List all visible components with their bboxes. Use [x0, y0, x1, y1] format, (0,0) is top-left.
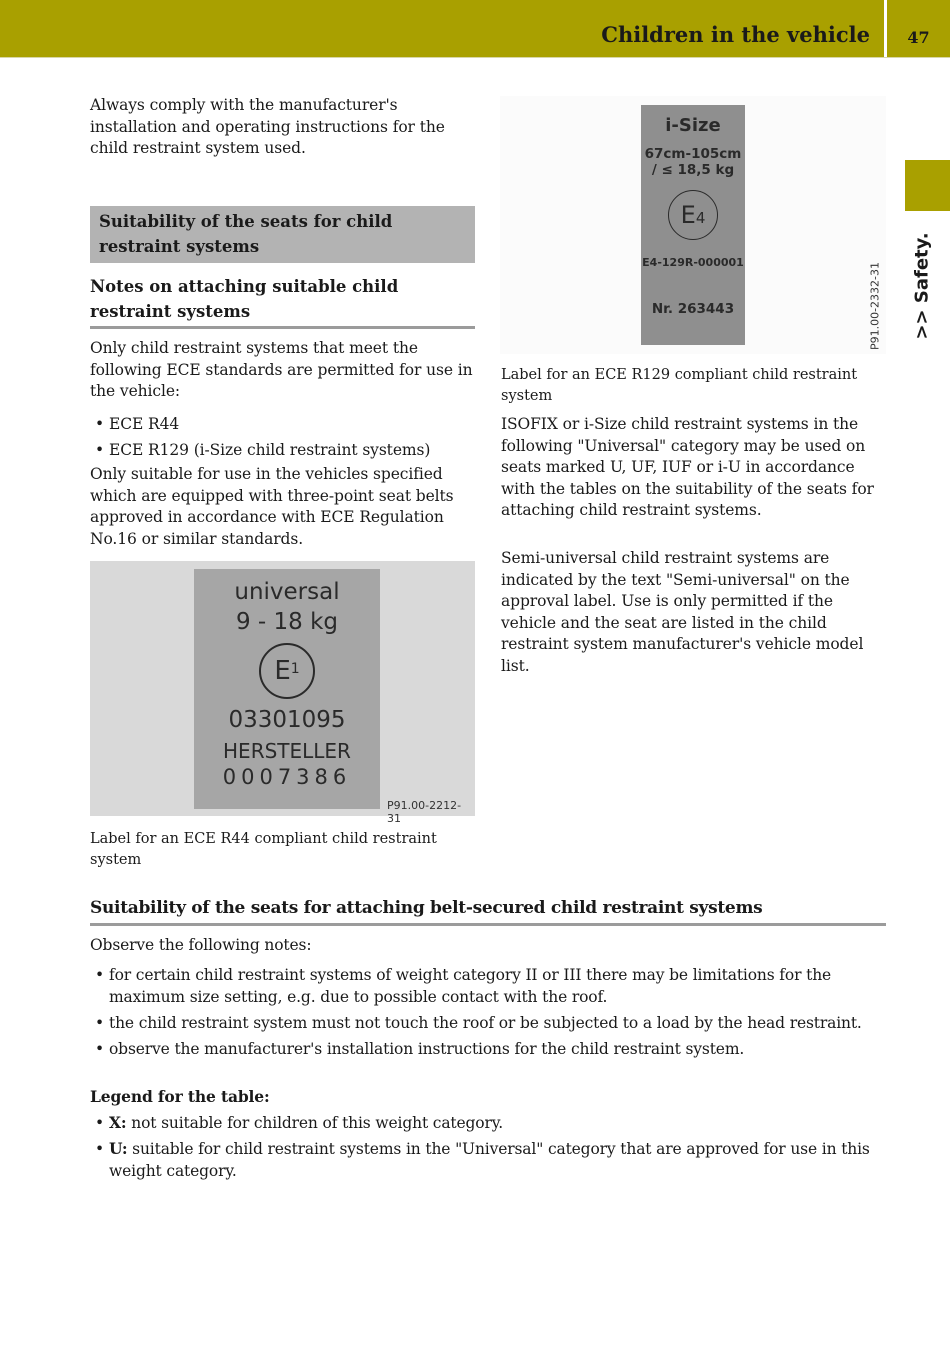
list-item: • ECE R44 [90, 411, 480, 437]
isofix-paragraph: ISOFIX or i-Size child restraint systems in the following "Universal" category may be used on seats marked U, UF, IUF or i-U in accordance with the tables on the suitability of the seats for attaching child restraint systems. [501, 415, 874, 519]
section-tab-label: >> Safety. [911, 232, 933, 340]
subheading: Notes on attaching suitable child restraint systems [90, 277, 399, 321]
section-heading: Suitability of the seats for child restraint systems [90, 206, 475, 263]
legend-item: • U: suitable for child restraint systems in the "Universal" category that are approved for use in this weight category. [90, 1138, 890, 1182]
figure-r129-label [500, 96, 886, 354]
list-item: • ECE R129 (i-Size child restraint systems) [90, 437, 480, 463]
intro-paragraph: Always comply with the manufacturer's installation and operating instructions for the child restraint system used. [90, 96, 445, 157]
approval-label-r129: i-Size 67cm-105cm / ≤ 18,5 kg E 4 E4-129R-000001 Nr. 263443 [641, 105, 745, 345]
list-item: • observe the manufacturer's installation instructions for the child restraint system. [90, 1038, 890, 1060]
e-mark-icon: E 1 [259, 643, 315, 699]
semi-universal-paragraph: Semi-universal child restraint systems are indicated by the text "Semi-universal" on the approval label. Use is only permitted if the vehicle and the seat are listed in the child restraint system manufacturer's vehicle model list. [501, 549, 864, 675]
figure-caption: Label for an ECE R129 compliant child restraint system [501, 367, 858, 404]
section2-rule [90, 923, 886, 926]
subheading-rule [90, 326, 475, 329]
vehicle-note: Only suitable for use in the vehicles specified which are equipped with three-point seat belts approved in accordance with ECE Regulation No.16 or similar standards. [90, 465, 454, 548]
legend-title: Legend for the table: [90, 1087, 270, 1106]
notes-intro: Observe the following notes: [90, 936, 312, 954]
figure-code: P91.00-2212-31 [387, 799, 462, 825]
figure-code: P91.00-2332-31 [868, 261, 882, 351]
list-item: • the child restraint system must not touch the roof or be subjected to a load by the head restraint. [90, 1012, 890, 1034]
section-tab-marker [905, 160, 950, 211]
figure-r44-label [90, 561, 475, 825]
legend-item: • X: not suitable for children of this weight category. [90, 1112, 890, 1134]
page-number: 47 [907, 28, 930, 47]
list-item: • for certain child restraint systems of weight category II or III there may be limitations for the maximum size setting, e.g. due to possible contact with the roof. [90, 964, 890, 1008]
figure-caption: Label for an ECE R44 compliant child restraint system [90, 831, 437, 868]
section2-heading: Suitability of the seats for attaching belt-secured child restraint systems [90, 898, 763, 918]
notes-list [90, 964, 890, 1060]
standards-list [90, 411, 480, 463]
e-mark-icon: E 4 [668, 190, 718, 240]
approval-label-r44: universal 9 - 18 kg E 1 03301095 HERSTELLER 0007386 [194, 569, 380, 809]
legend-list [90, 1112, 890, 1182]
standards-intro: Only child restraint systems that meet the following ECE standards are permitted for use in the vehicle: [90, 339, 473, 400]
chapter-title: Children in the vehicle [0, 0, 884, 57]
header-underline [0, 57, 950, 58]
